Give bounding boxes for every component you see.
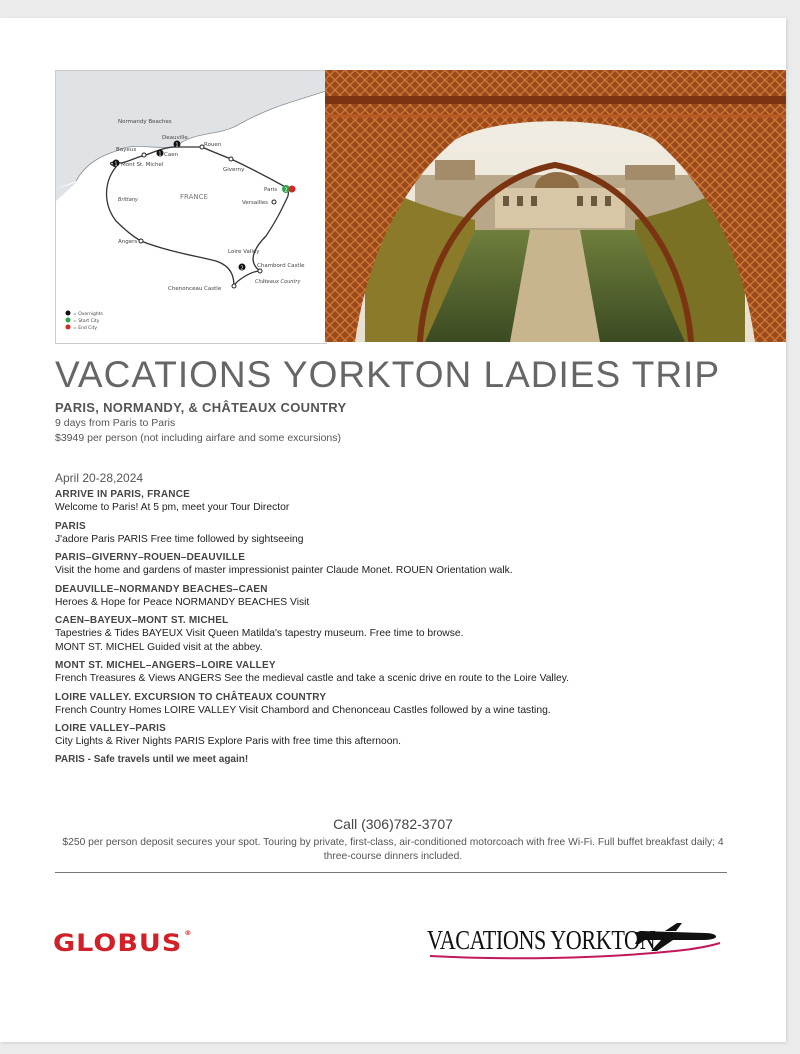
label-chambord: Chambord Castle xyxy=(257,263,305,269)
day-description: J'adore Paris PARIS Free time followed by sightseeing xyxy=(55,533,304,545)
label-chenonceau: Chenonceau Castle xyxy=(168,286,222,292)
svg-text:1: 1 xyxy=(175,142,179,149)
eiffel-tower-illustration xyxy=(325,70,786,342)
map-graphic xyxy=(56,71,326,343)
globus-logo: GLOBUS ® xyxy=(53,929,193,958)
label-chateaux-country: Châteaux Country xyxy=(255,279,301,285)
itinerary-list xyxy=(55,488,755,765)
trip-subtitle: PARIS, NORMANDY, & CHÂTEAUX COUNTRY xyxy=(55,400,347,415)
svg-text:= Start City: = Start City xyxy=(73,319,100,324)
svg-text:1: 1 xyxy=(114,161,118,168)
closing-line: PARIS - Safe travels until we meet again! xyxy=(55,753,249,765)
label-bayeux: Bayeux xyxy=(116,147,137,153)
trip-duration: 9 days from Paris to Paris xyxy=(55,417,176,429)
divider xyxy=(55,872,727,873)
page-title: VACATIONS YORKTON LADIES TRIP xyxy=(55,354,721,395)
day-description: MONT ST. MICHEL Guided visit at the abbey. xyxy=(55,641,263,653)
day-description: French Treasures & Views ANGERS See the medieval castle and take a scenic drive en route to the Loire Valley. xyxy=(55,673,569,684)
trip-dates: April 20-28,2024 xyxy=(55,471,144,485)
label-caen: Caen xyxy=(164,152,179,158)
day-description: Visit the home and gardens of master impressionist painter Claude Monet. ROUEN Orientation walk. xyxy=(55,565,513,576)
flyer-page xyxy=(0,18,786,1042)
label-normandy-beaches: Normandy Beaches xyxy=(118,119,172,125)
itinerary-day xyxy=(55,614,755,654)
day-heading: ARRIVE IN PARIS, FRANCE xyxy=(55,489,190,500)
itinerary-day xyxy=(55,691,755,718)
label-brittany: Brittany xyxy=(118,197,138,203)
deposit-info: $250 per person deposit secures your spot. Touring by private, first-class, air-conditioned motorcoach with free Wi-Fi. Full buffet breakfast daily; 4 three-course dinners included. xyxy=(62,837,724,862)
itinerary-day xyxy=(55,583,755,610)
itinerary-day xyxy=(55,659,755,686)
eiffel-tower-photo xyxy=(325,70,786,342)
day-heading: PARIS xyxy=(55,520,86,532)
svg-text:2: 2 xyxy=(284,187,288,194)
tour-route-map xyxy=(55,70,327,344)
label-angers: Angers xyxy=(118,239,138,245)
day-description: Welcome to Paris! At 5 pm, meet your Tour Director xyxy=(55,502,290,513)
svg-text:2: 2 xyxy=(240,265,244,272)
svg-text:= Overnights: = Overnights xyxy=(73,312,103,317)
label-loire-valley: Loire Valley xyxy=(228,249,260,255)
label-paris: Paris xyxy=(264,187,278,193)
label-france: FRANCE xyxy=(180,193,208,201)
itinerary-day xyxy=(55,520,755,547)
itinerary-day xyxy=(55,722,755,749)
day-description: Heroes & Hope for Peace NORMANDY BEACHES Visit xyxy=(55,596,310,608)
vacations-yorkton-wordmark: VACATIONS YORKTON xyxy=(427,925,656,955)
day-heading: LOIRE VALLEY–PARIS xyxy=(55,723,167,734)
day-heading: MONT ST. MICHEL–ANGERS–LOIRE VALLEY xyxy=(55,660,276,671)
svg-text:1: 1 xyxy=(158,151,162,158)
itinerary-day xyxy=(55,488,755,515)
vacations-yorkton-logo xyxy=(425,913,725,973)
day-heading: LOIRE VALLEY. EXCURSION TO CHÂTEAUX COUNTRY xyxy=(55,691,327,703)
day-heading: PARIS–GIVERNY–ROUEN–DEAUVILLE xyxy=(55,552,246,563)
svg-text:= End City: = End City xyxy=(73,326,98,331)
label-rouen: Rouen xyxy=(204,142,222,148)
label-deauville: Deauville xyxy=(162,135,188,141)
day-description: French Country Homes LOIRE VALLEY Visit Chambord and Chenonceau Castles followed by a wine tasting. xyxy=(55,704,551,716)
label-mont-st-michel: Mont St. Michel xyxy=(121,162,164,168)
label-giverny: Giverny xyxy=(223,167,245,173)
itinerary-day xyxy=(55,551,755,578)
label-versailles: Versailles xyxy=(242,200,269,206)
day-heading: CAEN–BAYEUX–MONT ST. MICHEL xyxy=(55,615,229,626)
trip-price: $3949 per person (not including airfare and some excursions) xyxy=(55,432,341,444)
day-description: Tapestries & Tides BAYEUX Visit Queen Matilda's tapestry museum. Free time to browse. xyxy=(55,628,464,639)
day-heading: DEAUVILLE–NORMANDY BEACHES–CAEN xyxy=(55,583,268,595)
day-description: City Lights & River Nights PARIS Explore Paris with free time this afternoon. xyxy=(55,736,402,747)
call-phone-number: Call (306)782-3707 xyxy=(333,816,453,832)
